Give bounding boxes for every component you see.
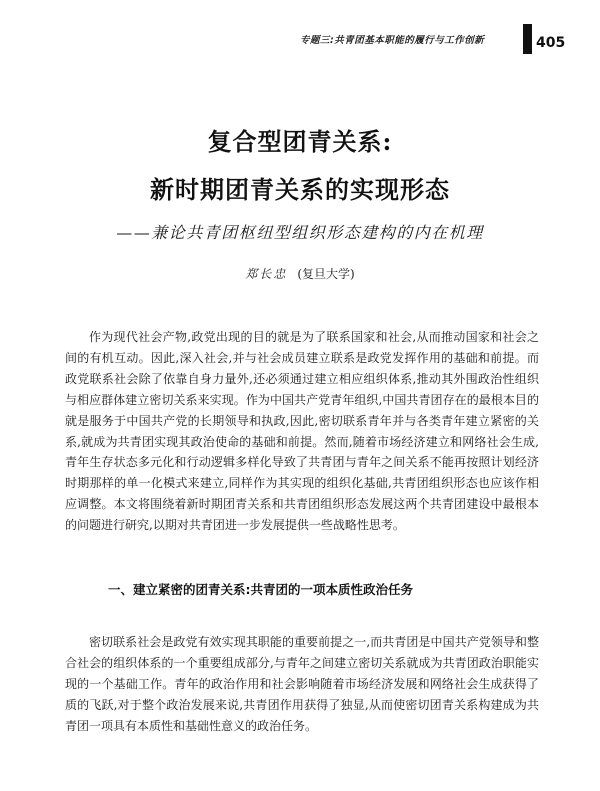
article-subtitle: ——兼论共青团枢纽型组织形态建构的内在机理 <box>116 223 484 242</box>
section-1-paragraph: 密切联系社会是政党有效实现其职能的重要前提之一,而共青团是中国共产党领导和整合社会的组织体系的一个重要组成部分,与青年之间建立密切关系就成为共青团政治职能实现的一个基础工作。青年的政治作用和社会影响随着市场经济发展和网络社会生成获得了质的飞跃,对于整个政治发展来说,共青团作用获得了独显,从而使密切团青关系构建成为共青团一项具有本质性和基础性意义的政治任务。 <box>65 635 539 733</box>
author-name: 郑长忠 <box>245 267 288 281</box>
section-1-heading: 一、建立紧密的团青关系:共青团的一项本质性政治任务 <box>108 582 413 597</box>
article-title-line-1: 复合型团青关系: <box>207 127 393 156</box>
running-header: 专题三:共青团基本职能的履行与工作创新 <box>300 35 485 46</box>
page-number: 405 <box>536 35 566 51</box>
author-line <box>0 265 600 282</box>
author-affiliation: (复旦大学) <box>297 267 355 281</box>
intro-paragraph: 作为现代社会产物,政党出现的目的就是为了联系国家和社会,从而推动国家和社会之间的有机互动。因此,深入社会,并与社会成员建立联系是政党发挥作用的基础和前提。而政党联系社会除了依靠自身力量外,还必须通过建立相应组织体系,推动其外围政治性组织与相应群体建立密切关系来实现。作为中国共产党青年组织,中国共青团存在的最根本目的就是服务于中国共产党的长期领导和执政,因此,密切联系青年并与各类青年建立紧密的关系,就成为共青团实现其政治使命的基础和前提。然而,随着市场经济建立和网络社会生成,青年生存状态多元化和行动逻辑多样化导致了共青团与青年之间关系不能再按照计划经济时期那样的单一化模式来建立,同样作为其实现的组织化基础,共青团组织形态也应该作相应调整。本文将围绕着新时期团青关系和共青团组织形态发展这两个共青团建设中最根本的问题进行研究,以期对共青团进一步发展提供一些战略性思考。 <box>65 330 539 533</box>
article-title-line-2: 新时期团青关系的实现形态 <box>150 175 450 204</box>
header-bar <box>523 24 532 54</box>
